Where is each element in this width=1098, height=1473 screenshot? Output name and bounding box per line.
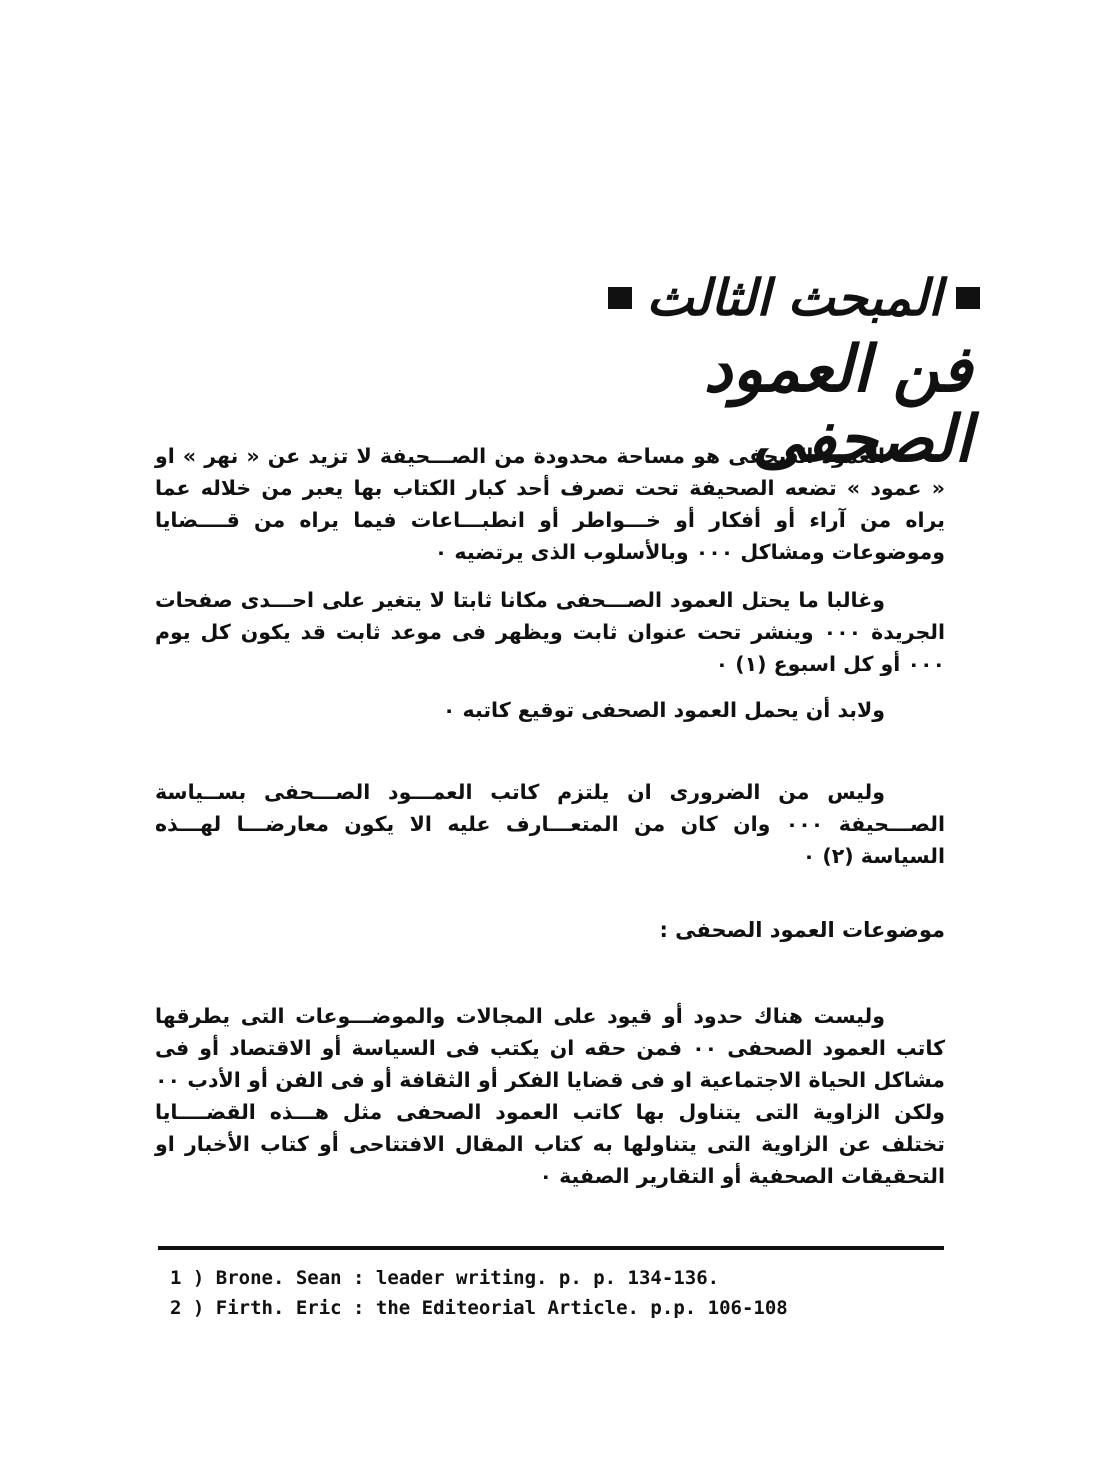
paragraph-placement: وغالبا ما يحتل العمود الصـــحفى مكانا ثابتا لا يتغير على احـــدى صفحات الجريدة ٠٠٠ وينشر تحت عنوان ثابت ويظهر فى موعد ثابت قد يكون كل يوم ٠٠٠ أو كل اسبوع (١) ٠ — [155, 588, 945, 676]
paragraph-policy: وليس من الضرورى ان يلتزم كاتب العمـــود الصـــحفى بســياسة الصـــحيفة ٠٠٠ وان كان من المتعـــارف عليه الا يكون معارضـــا لهـــذه السياسة (٢) ٠ — [155, 780, 945, 868]
paragraph-definition: العمود الصحفى هو مساحة محدودة من الصـــحيفة لا تزيد عن « نهر » او « عمود » تضعه الصحيفة تحت تصرف أحد كبار الكتاب بها يعبر من خلاله عما يراه من آراء أو أفكار أو خـــواطر أو انطبـــاعات فيما يراه من قــــضايا وموضوعات ومشاكل ٠٠٠ وبالأسلوب الذى يرتضيه ٠ — [155, 444, 945, 564]
chapter-heading — [560, 270, 980, 325]
square-bullet-icon — [608, 287, 632, 309]
footnote-2: 2 ) Firth. Eric : the Editeorial Article. p.p. 106-108 — [170, 1297, 788, 1319]
footnotes — [170, 1263, 930, 1323]
section-subheading: موضوعات العمود الصحفى : — [659, 918, 945, 942]
page-title: فن العمود الصحفى — [703, 332, 972, 478]
square-bullet-icon — [956, 287, 980, 309]
body-text — [155, 440, 945, 1192]
paragraph-topics: وليست هناك حدود أو قيود على المجالات والموضـــوعات التى يطرقها كاتب العمود الصحفى ٠٠ فمن حقه ان يكتب فى السياسة أو الاقتصاد أو فى مشاكل الحياة الاجتماعية او فى قضايا الفكر أو الثقافة أو فى الفن أو الأدب ٠٠ ولكن الزاوية التى يتناول بها كاتب العمود الصحفى مثل هـــذه القضــــايا تختلف عن الزاوية التى يتناولها به كتاب المقال الافتتاحى أو كتاب الأخبار او التحقيقات الصحفية أو التقارير الصفية ٠ — [155, 1004, 945, 1188]
chapter-label: المبحث الثالث — [646, 268, 942, 327]
footnote-1: 1 ) Brone. Sean : leader writing. p. p. 134-136. — [170, 1267, 720, 1289]
paragraph-signature: ولابد أن يحمل العمود الصحفى توقيع كاتبه ٠ — [442, 698, 885, 722]
footnote-divider — [158, 1246, 944, 1250]
